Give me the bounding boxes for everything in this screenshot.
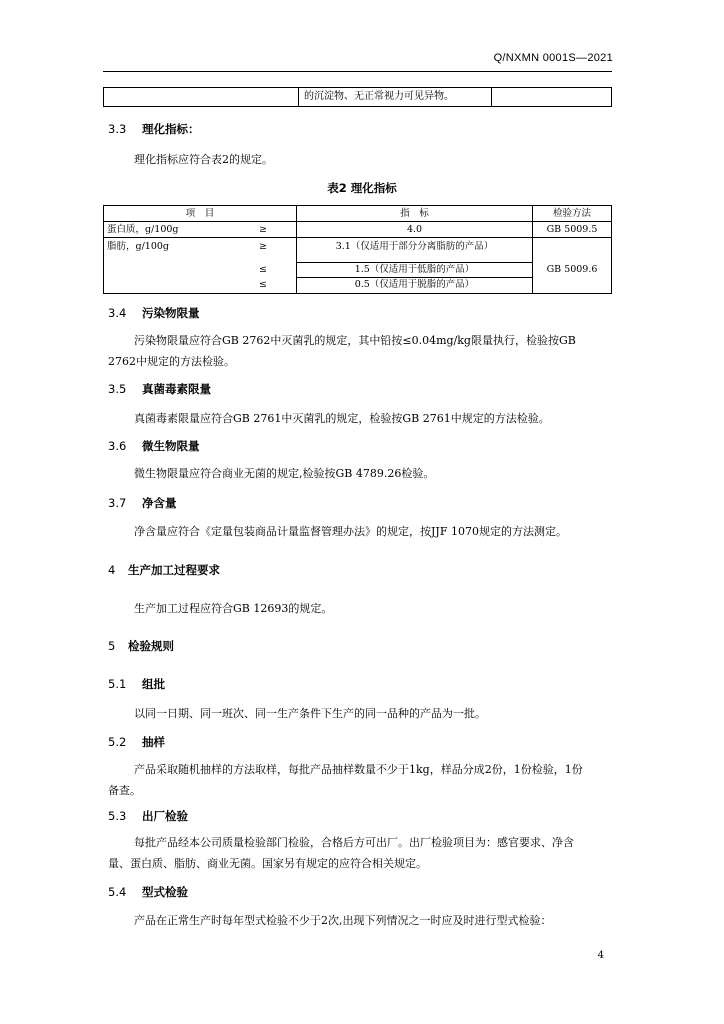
table-header-index: 指 标 xyxy=(400,208,429,219)
table-cell: 的沉淀物、无正常视力可见异物。 xyxy=(299,88,492,106)
section-text-3-7: 净含量应符合《定量包装商品计量监督管理办法》的规定，按JJF 1070规定的方法测定。 xyxy=(134,525,567,538)
table-cell-value: 4.0 xyxy=(406,224,423,235)
table-cell-method: GB 5009.5 xyxy=(546,224,598,235)
section-heading-4: 4 生产加工过程要求 xyxy=(108,563,220,577)
section-heading-5-3: 5.3 出厂检验 xyxy=(108,809,188,823)
table-header-item: 项 目 xyxy=(185,208,215,219)
table-cell-method: GB 5009.6 xyxy=(546,264,598,275)
section-text-5-3: 每批产品经本公司质量检验部门检验，合格后方可出厂。出厂检验项目为：感官要求、净含量、蛋白质、脂肪、商业无菌。国家另有规定的应符合相关规定。 xyxy=(108,836,574,870)
section-heading-3-3: 3.3 理化指标： xyxy=(108,122,200,136)
section-heading-3-4: 3.4 污染物限量 xyxy=(108,306,200,320)
table-cell-item: 蛋白质，g/100g xyxy=(107,224,179,235)
table-cell-operator: ≥ xyxy=(259,224,267,235)
section-heading-3-7: 3.7 净含量 xyxy=(108,496,177,510)
section-text-5-2: 产品采取随机抽样的方法取样，每批产品抽样数量不少于1kg，样品分成2份，1份检验，1份备查。 xyxy=(108,763,583,797)
header-rule xyxy=(103,71,612,72)
section-text-3-4: 污染物限量应符合GB 2762中灭菌乳的规定，其中铅按≤0.04mg/kg限量执行，检验按GB 2762中规定的方法检验。 xyxy=(108,334,576,368)
continued-table xyxy=(103,87,612,107)
section-heading-5: 5 检验规则 xyxy=(108,639,174,653)
section-heading-5-2: 5.2 抽样 xyxy=(108,735,165,749)
table-cell-empty xyxy=(104,88,299,106)
table-cell-item: 脂肪，g/100g xyxy=(107,241,169,252)
section-text-5-1: 以同一日期、同一班次、同一生产条件下生产的同一品种的产品为一批。 xyxy=(134,707,486,720)
section-text-5-4: 产品在正常生产时每年型式检验不少于2次,出现下列情况之一时应及时进行型式检验： xyxy=(134,914,552,927)
table-caption: 表2 理化指标 xyxy=(327,181,397,195)
table-cell-value: 1.5（仅适用于低脂的产品） xyxy=(354,264,475,275)
table-cell-operator: ≥ xyxy=(259,241,267,252)
section-text-3-5: 真菌毒素限量应符合GB 2761中灭菌乳的规定，检验按GB 2761中规定的方法检验。 xyxy=(134,412,550,425)
table-cell-operator: ≤ xyxy=(259,279,267,290)
page-number: 4 xyxy=(597,950,604,961)
section-heading-3-5: 3.5 真菌毒素限量 xyxy=(108,382,211,396)
section-heading-5-1: 5.1 组批 xyxy=(108,677,165,691)
section-heading-5-4: 5.4 型式检验 xyxy=(108,885,188,899)
section-text-3-3: 理化指标应符合表2的规定。 xyxy=(134,153,273,166)
table-header-method: 检验方法 xyxy=(552,208,591,219)
table-cell-value: 3.1（仅适用于部分分离脂肪的产品） xyxy=(335,241,494,252)
physicochemical-table xyxy=(103,205,612,294)
document-code: Q/NXMN 0001S—2021 xyxy=(493,52,613,64)
table-cell-operator: ≤ xyxy=(259,264,267,275)
section-text-4: 生产加工过程应符合GB 12693的规定。 xyxy=(134,602,333,615)
section-heading-3-6: 3.6 微生物限量 xyxy=(108,439,200,453)
table-cell-value: 0.5（仅适用于脱脂的产品） xyxy=(354,279,475,290)
section-text-3-6: 微生物限量应符合商业无菌的规定,检验按GB 4789.26检验。 xyxy=(134,467,435,480)
